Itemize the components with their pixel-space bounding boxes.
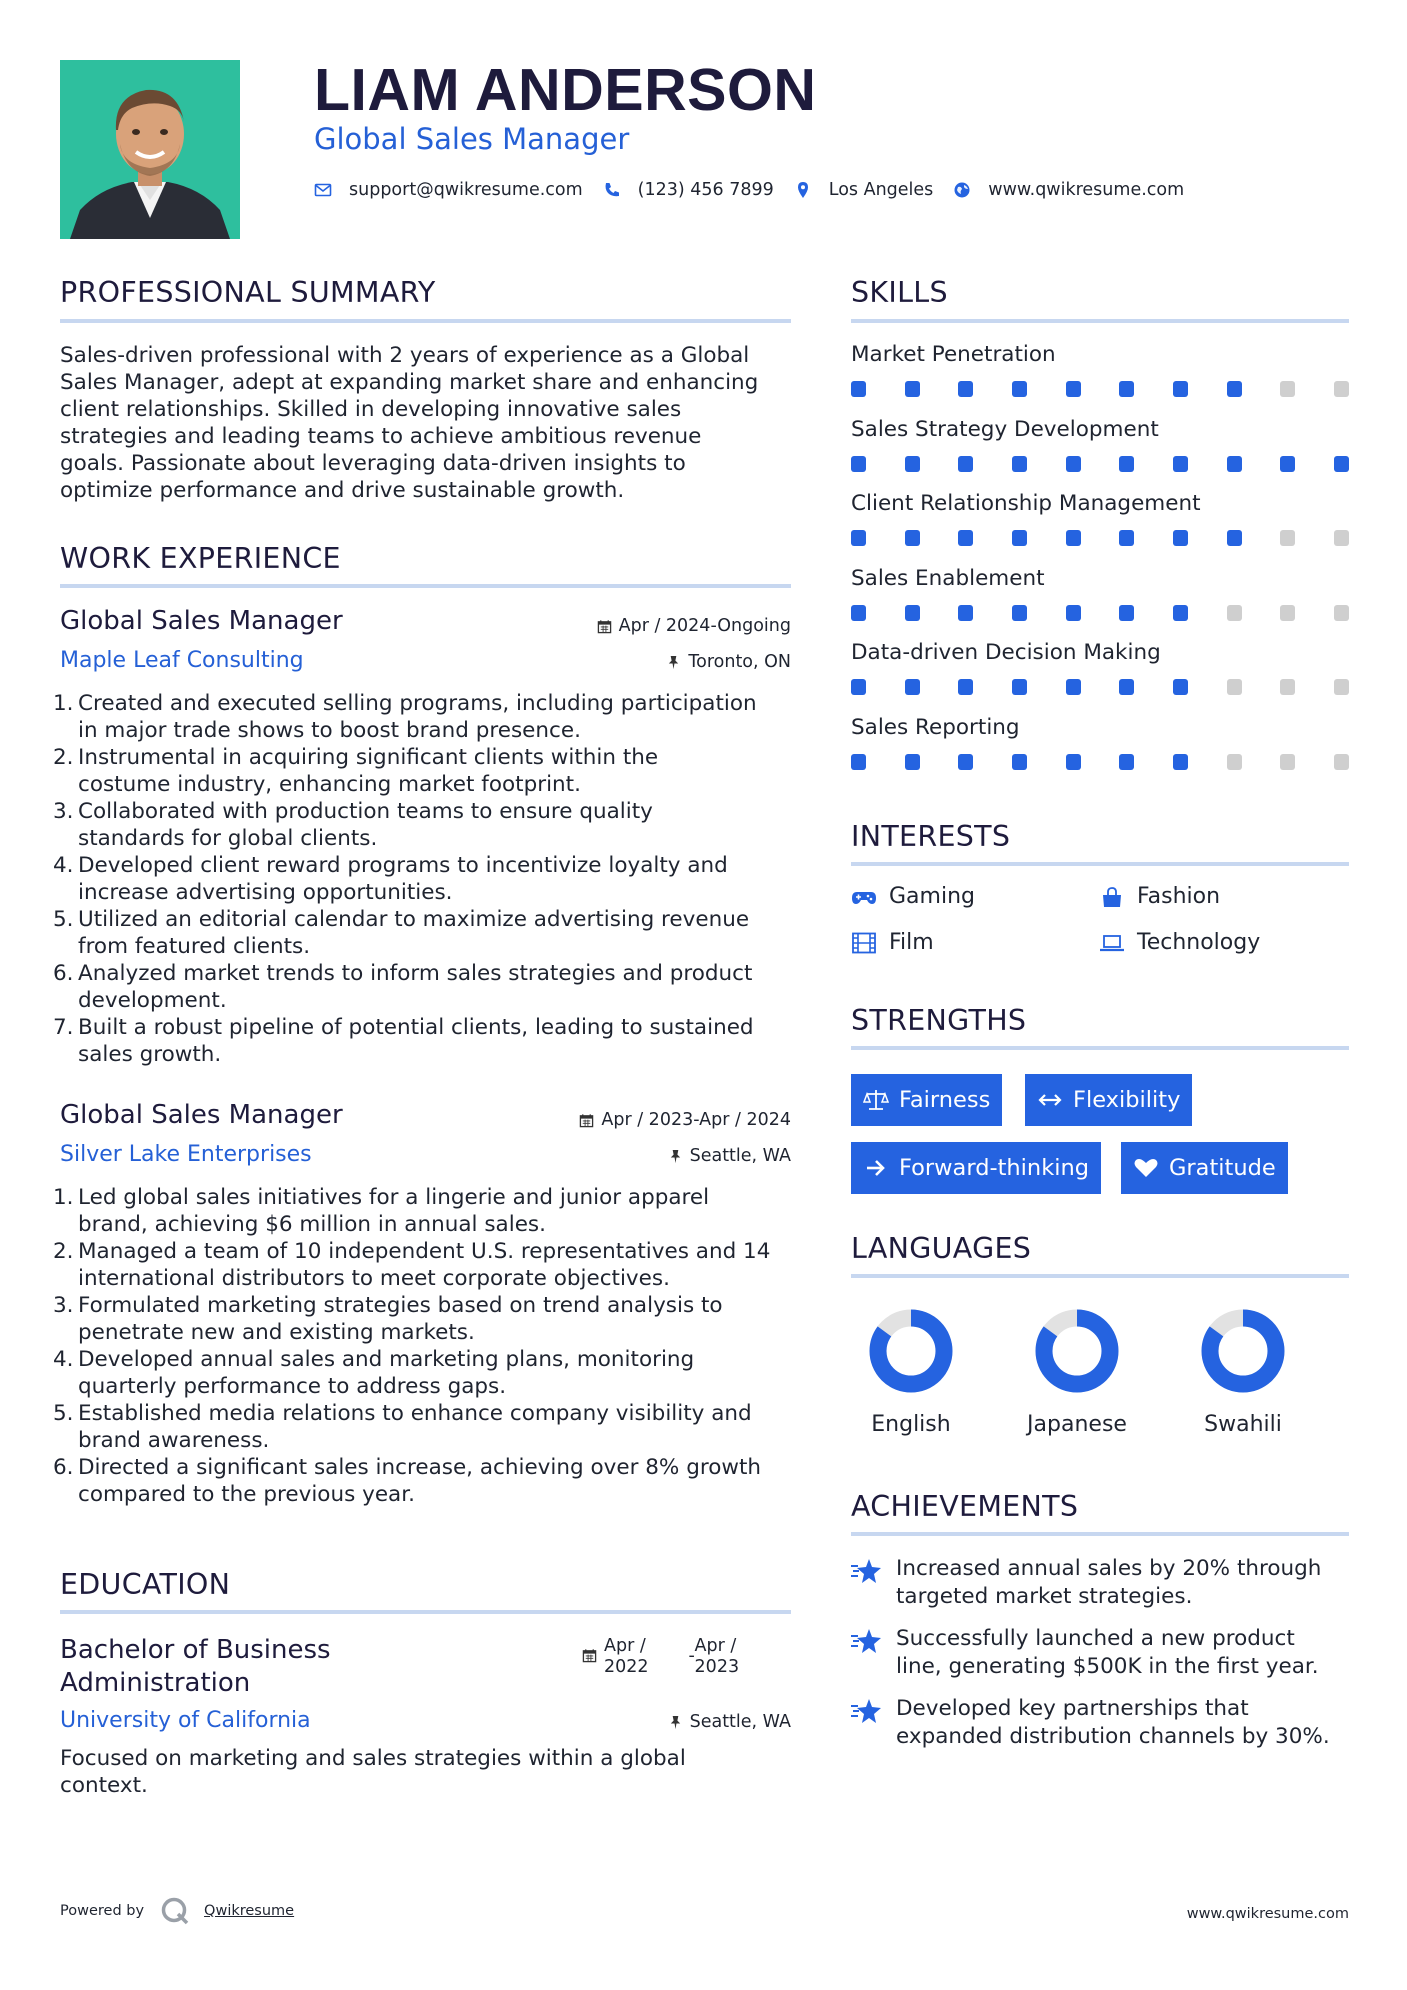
skill-dot-filled [1334,456,1349,472]
skill-name: Sales Enablement [851,565,1045,591]
arrow-right-icon [863,1156,889,1180]
language-swahili [1178,1308,1308,1437]
summary-text [60,342,800,504]
skill-dot-filled [1227,530,1242,546]
bullet-line: Built a robust pipeline of potential clients, leading to sustained [78,1015,754,1040]
skill-dot-filled [1012,530,1027,546]
bullet-line: Developed annual sales and marketing plans, monitoring [78,1347,695,1372]
skill-dot-filled [1173,754,1188,770]
job-2-date [579,1110,791,1130]
shopping-bag-icon [1099,886,1125,908]
skill-dot-filled [1066,381,1081,397]
achievement-item [850,1625,1370,1681]
bullet-line: Directed a significant sales increase, achieving over 8% growth [78,1455,762,1480]
balance-scale-icon [863,1088,889,1112]
achievement-line: Developed key partnerships that [896,1696,1249,1721]
skill-rating [851,381,1349,397]
job-1-role: Global Sales Manager [60,606,343,636]
skill-dot-empty [1280,754,1295,770]
globe-icon [953,181,971,199]
skill-dot-filled [1012,456,1027,472]
skill-dot-filled [851,679,866,695]
strength-label: Gratitude [1169,1155,1276,1181]
job-2-date-text: Apr / 2023-Apr / 2024 [601,1110,791,1130]
skill-name: Client Relationship Management [851,491,1201,516]
skill-dot-filled [1066,679,1081,695]
film-icon [851,932,877,954]
summary-line: Sales-driven professional with 2 years of experience as a Global [60,343,750,368]
job-bullet [53,690,810,744]
bullet-line: standards for global clients. [78,826,378,851]
laptop-icon [1099,932,1125,954]
qwikresume-logo-icon [160,1896,190,1926]
skill-name: Data-driven Decision Making [851,640,1161,665]
experience-divider [60,584,791,588]
skill-dot-filled [905,381,920,397]
skill-dot-filled [1066,530,1081,546]
bullet-number: 7. [53,1015,74,1040]
job-bullet [53,798,810,852]
interest-fashion [1099,884,1220,909]
bullet-line: Instrumental in acquiring significant clients within the [78,745,659,770]
language-donut [868,1308,954,1394]
skill-dot-filled [1119,754,1134,770]
skill-dot-filled [1012,381,1027,397]
job-1-bullets [53,690,810,1068]
education-location [668,1712,791,1732]
skill-dot-empty [1227,605,1242,621]
skill-dot-filled [1227,381,1242,397]
bullet-line: Utilized an editorial calendar to maximize advertising revenue [78,907,750,932]
contact-email[interactable] [314,180,583,200]
skill-dot-filled [1119,456,1134,472]
star-icon [850,1557,884,1585]
bullet-number: 1. [53,691,74,716]
thumbtack-icon [668,1715,683,1730]
job-1-location-text: Toronto, ON [688,652,791,672]
calendar-icon [579,1113,594,1128]
achievement-item [850,1555,1370,1611]
bullet-line: Led global sales initiatives for a lingerie and junior apparel [78,1185,710,1210]
contact-location-text: Los Angeles [828,180,934,200]
contact-phone-text: (123) 456 7899 [637,180,774,200]
language-donut [1200,1308,1286,1394]
languages-divider [851,1274,1349,1278]
interest-gaming [851,884,975,909]
skill-dot-filled [1173,605,1188,621]
bullet-line: brand, achieving $6 million in annual sales. [78,1212,546,1237]
job-1-date-text: Apr / 2024-Ongoing [618,616,791,636]
star-icon [850,1697,884,1725]
interest-label: Fashion [1137,884,1221,909]
skill-dot-filled [851,605,866,621]
achievement-line: targeted market strategies. [896,1584,1193,1609]
job-2-company: Silver Lake Enterprises [60,1142,312,1167]
bullet-line: Created and executed selling programs, including participation [78,691,757,716]
star-icon [850,1627,884,1655]
achievements-heading: ACHIEVEMENTS [851,1490,1079,1523]
profile-photo [60,60,240,239]
skill-dot-filled [1012,754,1027,770]
skill-dot-empty [1334,605,1349,621]
skill-dot-filled [1227,456,1242,472]
strength-gratitude [1121,1142,1288,1194]
bullet-number: 3. [53,1293,74,1318]
job-bullet [53,960,810,1014]
skills-divider [851,319,1349,323]
education-location-text: Seattle, WA [689,1712,791,1732]
skill-dot-filled [958,381,973,397]
strength-label: Forward-thinking [899,1155,1090,1181]
date-dash: - [688,1646,695,1666]
skill-dot-empty [1227,679,1242,695]
skills-heading: SKILLS [851,276,948,309]
strength-forward-thinking [851,1142,1101,1194]
summary-line: client relationships. Skilled in developing innovative sales [60,397,682,422]
skill-rating [851,605,1349,621]
bullet-number: 4. [53,1347,74,1372]
strength-label: Flexibility [1073,1087,1181,1113]
job-bullet [53,1454,810,1508]
achievement-line: Successfully launched a new product [896,1626,1295,1651]
education-heading: EDUCATION [60,1568,231,1601]
education-description [60,1745,800,1799]
job-bullet [53,1400,810,1454]
achievement-item [850,1695,1370,1751]
skill-dot-filled [1119,530,1134,546]
language-english [846,1308,976,1437]
skill-dot-filled [1173,456,1188,472]
skill-rating [851,456,1349,472]
job-2-bullets [53,1184,810,1508]
skill-dot-filled [851,754,866,770]
education-desc-line: context. [60,1773,148,1798]
achievement-line: Increased annual sales by 20% through [896,1556,1322,1581]
skill-rating [851,754,1349,770]
candidate-title: Global Sales Manager [314,122,630,156]
skill-dot-empty [1334,530,1349,546]
arrows-horizontal-icon [1037,1088,1063,1112]
skill-dot-empty [1280,381,1295,397]
job-2-location-text: Seattle, WA [689,1146,791,1166]
bullet-number: 3. [53,799,74,824]
bullet-line: costume industry, enhancing market footprint. [78,772,581,797]
bullet-line: brand awareness. [78,1428,270,1453]
degree-line: Bachelor of Business [60,1635,331,1665]
phone-icon [603,181,621,199]
bullet-number: 5. [53,1401,74,1426]
powered-by-text: Powered by [60,1903,145,1919]
language-label: Swahili [1204,1412,1282,1437]
job-bullet [53,1014,810,1068]
contact-website[interactable] [953,180,1184,200]
skill-dot-filled [958,456,973,472]
start-date-line: 2022 [604,1657,649,1677]
achievements-divider [851,1532,1349,1536]
qwikresume-link[interactable]: Qwikresume [204,1903,295,1919]
skill-dot-filled [1173,381,1188,397]
skill-dot-filled [958,679,973,695]
bullet-line: Collaborated with production teams to ensure quality [78,799,653,824]
job-bullet [53,1184,810,1238]
strength-flexibility [1025,1074,1192,1126]
bullet-line: development. [78,988,227,1013]
strength-label: Fairness [899,1087,991,1113]
bullet-line: Formulated marketing strategies based on trend analysis to [78,1293,723,1318]
footer-powered-by [60,1896,294,1926]
job-bullet [53,1238,810,1292]
job-bullet [53,744,810,798]
language-donut [1034,1308,1120,1394]
skill-dot-filled [851,456,866,472]
interest-label: Gaming [889,884,975,909]
bullet-line: Established media relations to enhance company visibility and [78,1401,752,1426]
bullet-number: 1. [53,1185,74,1210]
language-label: English [871,1412,951,1437]
strengths-divider [851,1046,1349,1050]
education-school: University of California [60,1708,311,1733]
education-start [604,1636,649,1678]
bullet-number: 2. [53,745,74,770]
calendar-icon [582,1648,597,1663]
skill-dot-empty [1334,381,1349,397]
contact-email-text: support@qwikresume.com [349,180,583,200]
envelope-icon [314,181,332,199]
summary-divider [60,319,791,323]
education-divider [60,1610,791,1614]
education-end [688,1636,740,1678]
bullet-line: compared to the previous year. [78,1482,415,1507]
heart-icon [1133,1156,1159,1180]
bullet-number: 4. [53,853,74,878]
summary-line: Sales Manager, adept at expanding market share and enhancing [60,370,759,395]
skill-dot-empty [1280,530,1295,546]
education-date [582,1636,739,1678]
interest-film [851,930,934,955]
achievement-line: expanded distribution channels by 30%. [896,1724,1330,1749]
summary-line: goals. Passionate about leveraging data-driven insights to [60,451,686,476]
job-2-location [668,1146,791,1166]
languages-heading: LANGUAGES [851,1232,1032,1265]
interests-divider [851,862,1349,866]
bullet-line: sales growth. [78,1042,222,1067]
skill-name: Sales Reporting [851,714,1020,740]
bullet-number: 5. [53,907,74,932]
language-japanese [1012,1308,1142,1437]
skill-dot-filled [958,530,973,546]
summary-heading: PROFESSIONAL SUMMARY [60,276,436,309]
contact-phone[interactable] [603,180,774,200]
interest-label: Film [889,930,934,955]
thumbtack-icon [666,655,681,670]
skill-dot-empty [1227,754,1242,770]
interest-label: Technology [1137,930,1261,955]
bullet-number: 6. [53,1455,74,1480]
bullet-number: 6. [53,961,74,986]
thumbtack-icon [668,1149,683,1164]
end-date-line: Apr / [694,1636,737,1656]
skill-dot-filled [1280,456,1295,472]
skill-dot-filled [905,679,920,695]
bullet-line: Managed a team of 10 independent U.S. representatives and 14 [78,1239,771,1264]
summary-line: strategies and leading teams to achieve ambitious revenue [60,424,702,449]
job-bullet [53,1346,810,1400]
map-marker-icon [794,181,812,199]
gamepad-icon [851,886,877,908]
strength-fairness [851,1074,1002,1126]
bullet-line: international distributors to meet corporate objectives. [78,1266,670,1291]
skill-dot-empty [1280,605,1295,621]
skill-dot-filled [905,605,920,621]
bullet-line: increase advertising opportunities. [78,880,453,905]
language-label: Japanese [1027,1412,1127,1437]
job-bullet [53,1292,810,1346]
education-desc-line: Focused on marketing and sales strategies within a global [60,1746,686,1771]
summary-line: optimize performance and drive sustainable growth. [60,478,625,503]
end-date-line: 2023 [694,1657,740,1677]
skill-dot-filled [1173,679,1188,695]
skill-dot-empty [1334,754,1349,770]
skill-dot-filled [905,530,920,546]
skill-dot-filled [1119,381,1134,397]
contact-website-text: www.qwikresume.com [988,180,1185,200]
portrait-illustration [60,60,240,239]
bullet-line: from featured clients. [78,934,311,959]
footer-website[interactable]: www.qwikresume.com [1186,1906,1349,1922]
skill-dot-filled [958,754,973,770]
bullet-line: Developed client reward programs to incentivize loyalty and [78,853,728,878]
skill-dot-filled [905,456,920,472]
experience-heading: WORK EXPERIENCE [60,542,341,575]
skill-name: Sales Strategy Development [851,416,1159,442]
job-1-location [666,652,791,672]
job-1-company: Maple Leaf Consulting [60,648,304,673]
skill-dot-filled [1066,456,1081,472]
skill-dot-filled [1119,605,1134,621]
contact-bar [314,180,1204,200]
candidate-name: LIAM ANDERSON [314,57,817,123]
skill-name: Market Penetration [851,342,1056,367]
skill-dot-filled [851,381,866,397]
calendar-icon [597,619,612,634]
contact-location [794,180,934,200]
skill-dot-filled [905,754,920,770]
skill-dot-filled [1012,679,1027,695]
skill-dot-empty [1334,679,1349,695]
job-bullet [53,852,810,906]
job-1-date [597,616,791,636]
bullet-line: Analyzed market trends to inform sales strategies and product [78,961,753,986]
skill-rating [851,530,1349,546]
bullet-line: quarterly performance to address gaps. [78,1374,507,1399]
interest-technology [1099,930,1260,955]
education-degree [60,1634,331,1700]
skill-dot-filled [1066,605,1081,621]
skill-rating [851,679,1349,695]
skill-dot-empty [1280,679,1295,695]
achievement-line: line, generating $500K in the first year. [896,1654,1319,1679]
bullet-line: in major trade shows to boost brand presence. [78,718,581,743]
degree-line: Administration [60,1668,251,1698]
skill-dot-filled [851,530,866,546]
strengths-heading: STRENGTHS [851,1004,1027,1037]
skill-dot-filled [1012,605,1027,621]
skill-dot-filled [958,605,973,621]
skill-dot-filled [1173,530,1188,546]
bullet-line: penetrate new and existing markets. [78,1320,475,1345]
interests-heading: INTERESTS [851,820,1011,853]
start-date-line: Apr / [604,1636,646,1656]
skill-dot-filled [1066,754,1081,770]
skill-dot-filled [1119,679,1134,695]
bullet-number: 2. [53,1239,74,1264]
job-2-role: Global Sales Manager [60,1100,343,1130]
job-bullet [53,906,810,960]
